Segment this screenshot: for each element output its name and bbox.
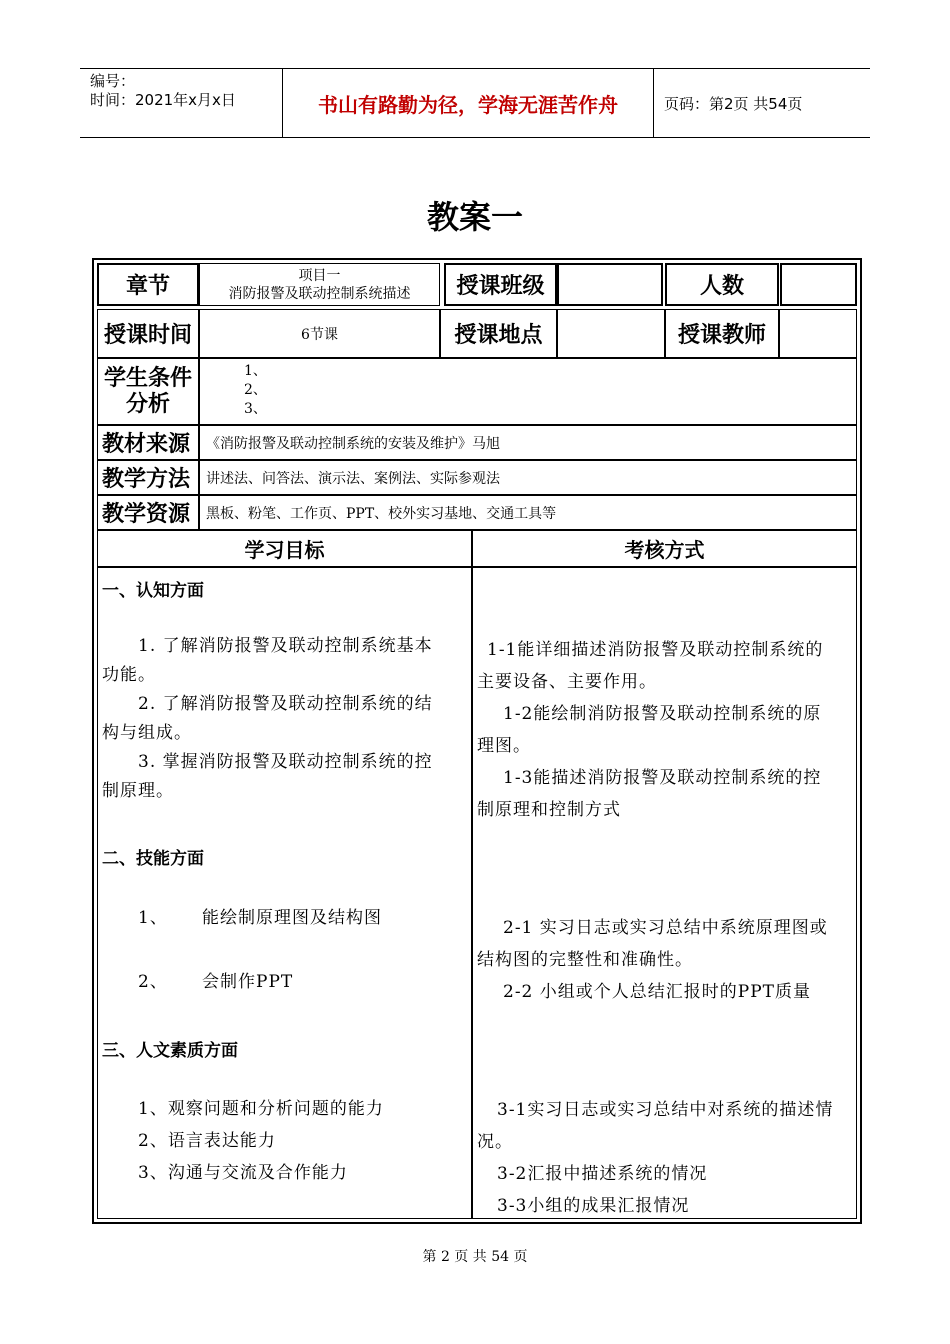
- goals-header: 学习目标: [97, 530, 472, 567]
- student-item: 2、: [244, 382, 267, 398]
- textbook-value: 《消防报警及联动控制系统的安装及维护》马旭: [199, 425, 857, 460]
- goal-item-cont: 功能。: [102, 665, 156, 685]
- humanities-item: 2、语言表达能力: [138, 1131, 276, 1151]
- resource-value: 黑板、粉笔、工作页、PPT、校外实习基地、交通工具等: [199, 495, 857, 530]
- skill-number: 1、: [138, 908, 168, 928]
- textbook-label: 教材来源: [97, 425, 199, 460]
- humanities-item: 1、观察问题和分析问题的能力: [138, 1099, 384, 1119]
- class-value: [557, 263, 663, 306]
- skill-item: 能绘制原理图及结构图: [202, 908, 382, 928]
- page-footer: 第 2 页 共 54 页: [422, 1249, 528, 1265]
- humanities-item: 3、沟通与交流及合作能力: [138, 1163, 348, 1183]
- goal-item: 2. 了解消防报警及联动控制系统的结: [138, 694, 433, 714]
- lesson-plan-table: [97, 263, 857, 1219]
- student-item: 1、: [244, 363, 267, 379]
- method-value: 讲述法、问答法、演示法、案例法、实际参观法: [199, 460, 857, 495]
- place-value: [557, 309, 665, 358]
- header-motto: 书山有路勤为径，学海无涯苦作舟: [282, 69, 654, 137]
- teacher-value: [779, 309, 857, 358]
- assess-item-cont: 结构图的完整性和准确性。: [477, 950, 693, 970]
- student-analysis: [199, 358, 857, 425]
- student-label-line2: 分析: [125, 391, 170, 417]
- date-label: 时间：2021年x月x日: [90, 91, 236, 109]
- chapter-value: [199, 263, 440, 306]
- number-label: 编号：: [90, 72, 136, 90]
- goal-item-cont: 制原理。: [102, 781, 174, 801]
- count-label: 人数: [665, 263, 779, 306]
- header-meta: [80, 69, 282, 137]
- assess-item-cont: 况。: [477, 1132, 513, 1152]
- place-label: 授课地点: [440, 309, 557, 358]
- goals-section-humanities: 三、人文素质方面: [102, 1041, 238, 1061]
- assess-item: 1-2能绘制消防报警及联动控制系统的原: [503, 704, 822, 724]
- time-value: 6节课: [199, 309, 440, 358]
- header-page-info: 页码：第2页 共54页: [664, 94, 803, 113]
- assess-item: 1-3能描述消防报警及联动控制系统的控: [503, 768, 822, 788]
- goals-section-cognitive: 一、认知方面: [102, 581, 204, 601]
- method-label: 教学方法: [97, 460, 199, 495]
- assess-item-cont: 主要设备、主要作用。: [477, 672, 657, 692]
- chapter-label: 章节: [97, 263, 199, 306]
- chapter-value-line1: 项目一: [298, 268, 341, 284]
- student-label-line1: 学生条件: [103, 365, 192, 391]
- assess-item: 2-1 实习日志或实习总结中系统原理图或: [503, 918, 828, 938]
- goal-item-cont: 构与组成。: [102, 723, 192, 743]
- page-header: [80, 68, 870, 138]
- assess-body: [472, 567, 857, 1219]
- time-label: 授课时间: [97, 309, 199, 358]
- count-value: [780, 263, 857, 306]
- goals-section-skills: 二、技能方面: [102, 849, 204, 869]
- skill-item: 会制作PPT: [202, 972, 294, 992]
- goal-item: 3. 掌握消防报警及联动控制系统的控: [138, 752, 433, 772]
- assess-header: 考核方式: [472, 530, 857, 567]
- goal-item: 1. 了解消防报警及联动控制系统基本: [138, 636, 433, 656]
- chapter-value-line2: 消防报警及联动控制系统描述: [228, 286, 411, 302]
- skill-number: 2、: [138, 972, 168, 992]
- student-label: [97, 358, 199, 425]
- assess-item: 3-1实习日志或实习总结中对系统的描述情: [497, 1100, 834, 1120]
- assess-item: 3-2汇报中描述系统的情况: [497, 1164, 708, 1184]
- goals-body: [97, 567, 472, 1219]
- assess-item: 1-1能详细描述消防报警及联动控制系统的: [487, 640, 824, 660]
- assess-item-cont: 制原理和控制方式: [477, 800, 621, 820]
- resource-label: 教学资源: [97, 495, 199, 530]
- student-item: 3、: [244, 401, 267, 417]
- class-label: 授课班级: [444, 263, 557, 306]
- assess-item: 2-2 小组或个人总结汇报时的PPT质量: [503, 982, 811, 1002]
- teacher-label: 授课教师: [665, 309, 779, 358]
- assess-item: 3-3小组的成果汇报情况: [497, 1196, 690, 1216]
- assess-item-cont: 理图。: [477, 736, 531, 756]
- page-title: 教案一: [426, 198, 523, 236]
